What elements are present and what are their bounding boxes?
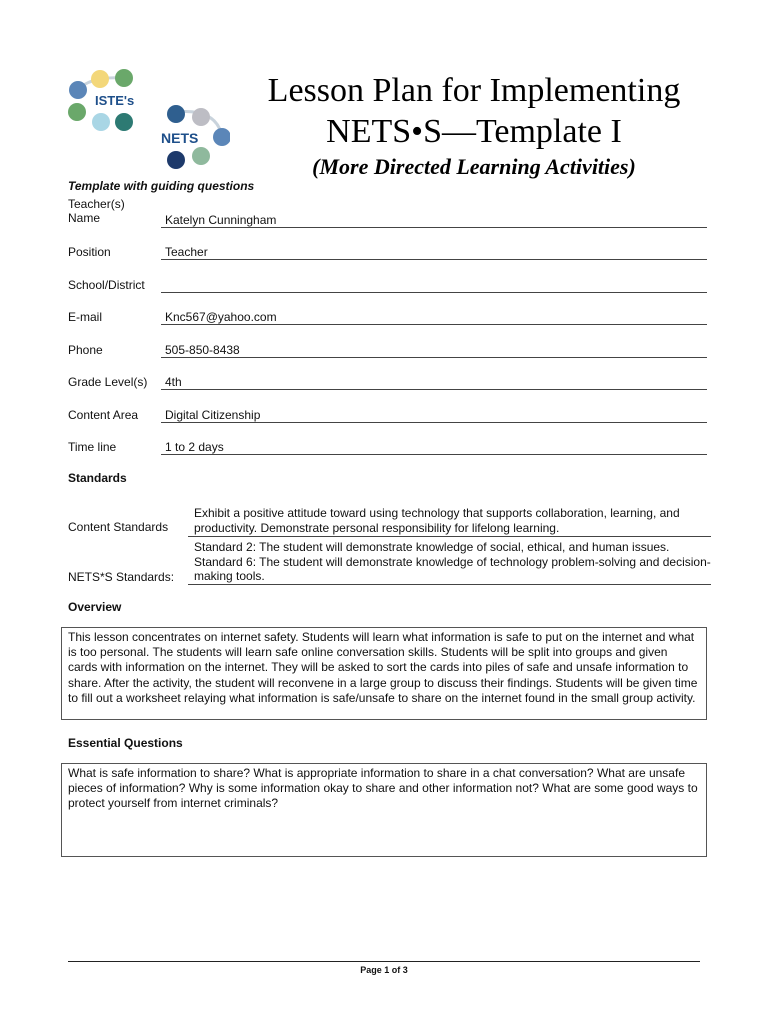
guiding-questions-label: Template with guiding questions: [68, 179, 255, 193]
logo-graphic: [66, 68, 230, 172]
essential-questions-heading: Essential Questions: [68, 736, 183, 750]
time-line-field[interactable]: 1 to 2 days: [161, 440, 707, 455]
teacher-name-label: Teacher(s) Name: [68, 197, 125, 225]
overview-heading: Overview: [68, 600, 122, 614]
nets-standards-field[interactable]: [188, 540, 711, 585]
nets-standards-label: NETS*S Standards:: [68, 570, 175, 584]
footer-divider: [68, 961, 700, 962]
school-district-field[interactable]: [161, 278, 707, 293]
iste-logo-text: ISTE's: [95, 93, 135, 108]
overview-textbox[interactable]: This lesson concentrates on internet safety. Students will learn what information is safe to put on the internet and what is too personal. The students will learn safe online conversation skills. Students will be split into groups and given cards with information on the internet. They will be asked to sort the cards into piles of safe and unsafe information to share. After the activity, the student will reconvene in a large group to discuss their findings. Students will be given time to fill out a worksheet relaying what information is safe/unsafe to share on the internet found in the small group activity.: [61, 627, 707, 720]
time-line-label: Time line: [68, 440, 117, 454]
standards-heading: Standards: [68, 471, 127, 485]
grade-level-field[interactable]: 4th: [161, 375, 707, 390]
position-label: Position: [68, 245, 111, 259]
title-line-2: NETS•S—Template I: [326, 113, 622, 150]
nets-standard-6: Standard 6: The student will demonstrate knowledge of technology problem-solving and decision-making tools.: [194, 554, 711, 583]
school-district-label: School/District: [68, 278, 145, 292]
content-area-field[interactable]: Digital Citizenship: [161, 408, 707, 423]
content-standards-field[interactable]: Exhibit a positive attitude toward using technology that supports collaboration, learning, and productivity. Demonstrate personal responsibility for lifelong learning.: [188, 506, 711, 537]
content-standards-label: Content Standards: [68, 520, 169, 534]
phone-field[interactable]: 505-850-8438: [161, 343, 707, 358]
subtitle: (More Directed Learning Activities): [312, 154, 636, 179]
position-field[interactable]: Teacher: [161, 245, 707, 260]
iste-nets-logo: [66, 68, 230, 172]
nets-standard-2: Standard 2: The student will demonstrate knowledge of social, ethical, and human issues.: [194, 540, 670, 554]
phone-label: Phone: [68, 343, 103, 357]
title-line-1: Lesson Plan for Implementing: [267, 72, 681, 109]
teacher-name-field[interactable]: Katelyn Cunningham: [161, 213, 707, 228]
essential-questions-textbox[interactable]: What is safe information to share? What is appropriate information to share in a chat conversation? What are unsafe pieces of information? Why is some information okay to share and other information not? What are some good ways to protect yourself from internet criminals?: [61, 763, 707, 857]
nets-logo-text: NETS: [161, 130, 199, 146]
page-number: Page 1 of 3: [360, 965, 408, 975]
content-area-label: Content Area: [68, 408, 139, 422]
email-field[interactable]: Knc567@yahoo.com: [161, 310, 707, 325]
email-label: E-mail: [68, 310, 103, 324]
grade-level-label: Grade Level(s): [68, 375, 148, 389]
